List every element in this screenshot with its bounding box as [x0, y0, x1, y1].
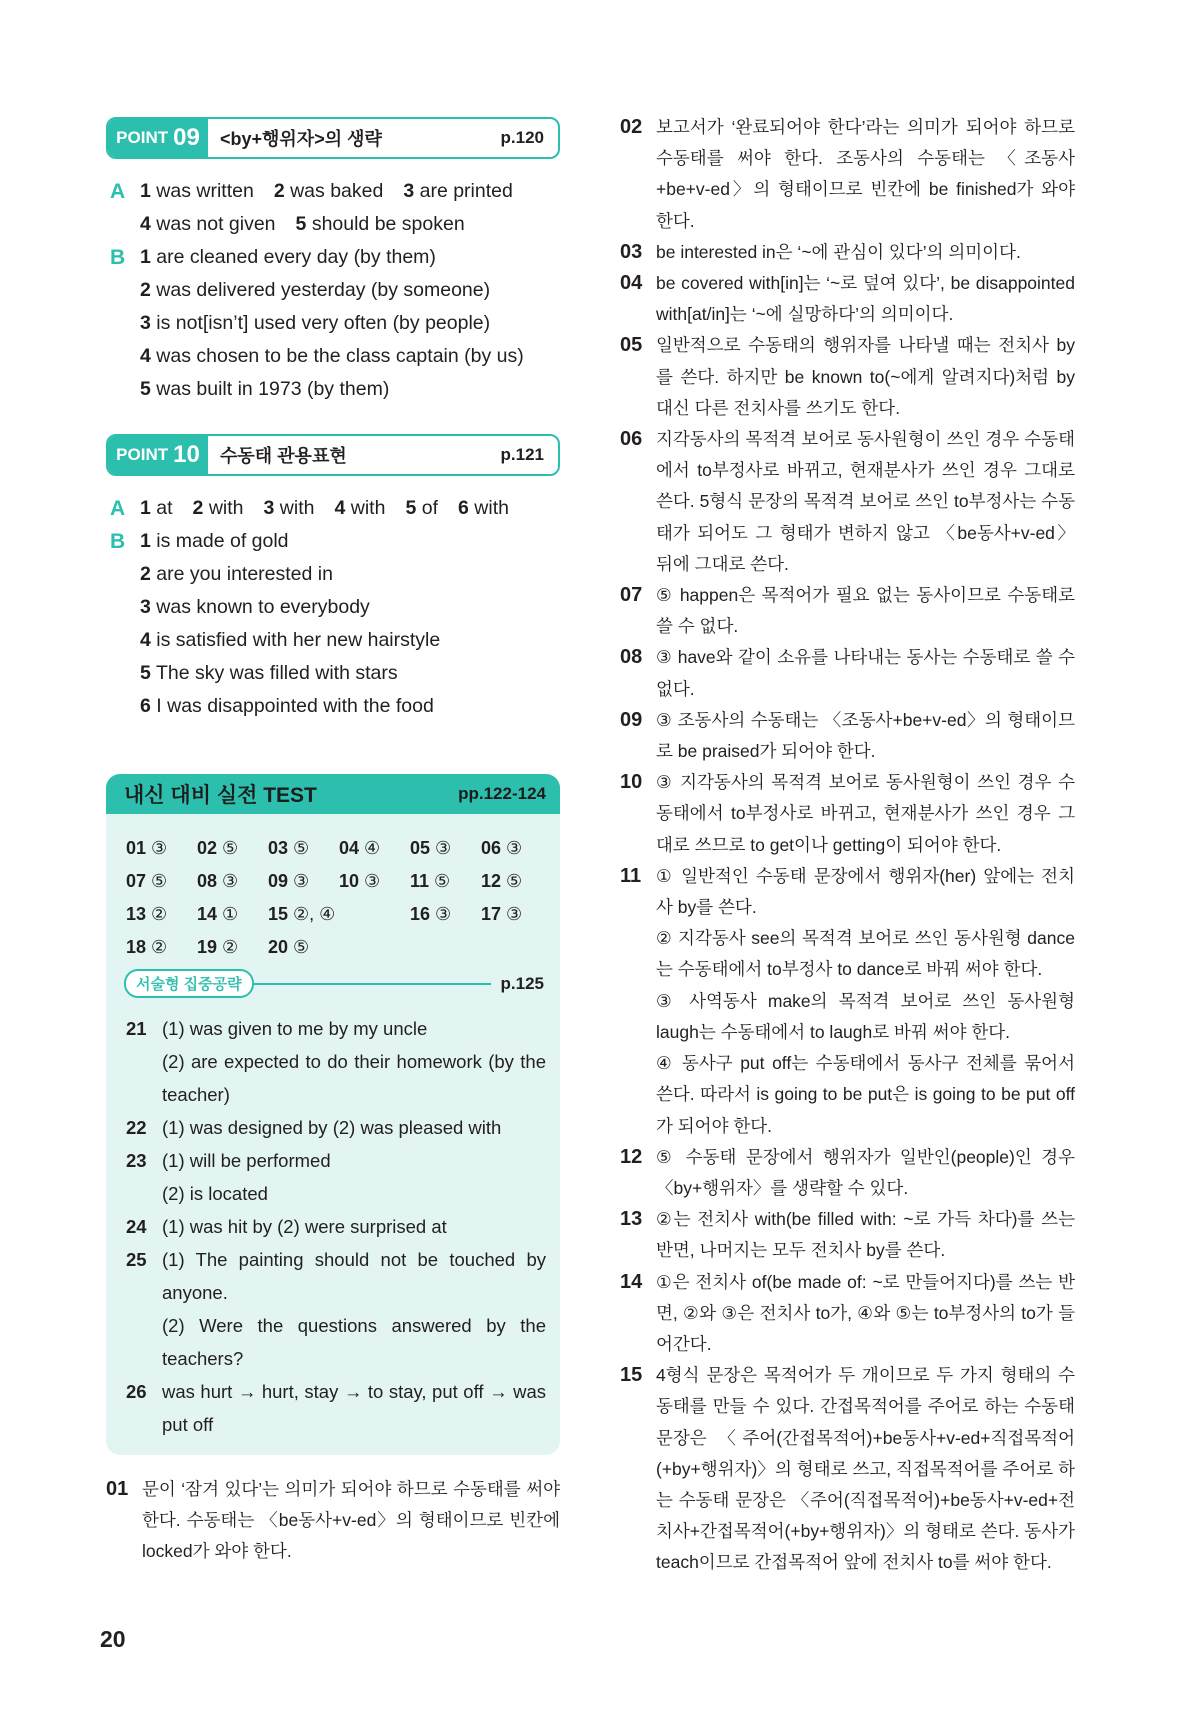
point-number: 09	[173, 124, 200, 151]
answer-cell: 19 ②	[197, 937, 239, 957]
explanation-text: 4형식 문장은 목적어가 두 개이므로 두 가지 형태의 수동태를 만들 수 있다. 간접목적어를 주어로 하는 수동태 문장은 〈주어(간접목적어)+be동사+v-ed+직접목적어(+by+행위자)〉의 형태로 쓰고, 직접목적어를 주어로 하는 수동태 문장은 〈주어(직접목적어)+be동사+v-ed+전치사+간접목적어(+by+행위자)〉의 형태로 쓴다. 동사가 teach이므로 간접목적어 앞에 전치사 to를 써야 한다.	[656, 1365, 1075, 1573]
point-title: 수동태 관용표현	[220, 446, 347, 466]
explanation-text: ③ 지각동사의 목적격 보어로 동사원형이 쓰인 경우 수동태에서 to부정사로 바뀌고, 현재분사가 쓰인 경우 그대로 쓰므로 to get이나 getting이 되어야 한다.	[656, 772, 1075, 855]
written-answer-item	[126, 1375, 546, 1441]
answer-cell: 06 ③	[481, 838, 523, 858]
question-number: 11	[620, 864, 642, 887]
question-number: 04	[620, 272, 643, 295]
answer-cell: 03 ⑤	[268, 838, 310, 858]
question-number: 09	[620, 708, 643, 731]
point-page: p.120	[500, 128, 544, 147]
test-title: 내신 대비 실전 TEST	[124, 784, 317, 807]
point-tag	[108, 436, 208, 474]
answer-item: 3 with	[263, 497, 315, 519]
written-answer-item	[126, 1243, 546, 1375]
explanation-text: 문이 ‘잠겨 있다’는 의미가 되어야 하므로 수동태를 써야 한다. 수동태는 〈be동사+v-ed〉의 형태이므로 빈칸에 locked가 와야 한다.	[142, 1479, 560, 1562]
question-number: 14	[620, 1270, 643, 1293]
question-number: 26	[126, 1381, 147, 1402]
answer-line: (1) The painting should not be touched by anyone.	[162, 1249, 546, 1303]
written-answers	[126, 1012, 546, 1441]
answer-cell: 12 ⑤	[481, 871, 523, 891]
answer-line: (1) was hit by (2) were surprised at	[162, 1216, 447, 1237]
explanation-item	[620, 268, 1075, 330]
answer-grid	[126, 832, 552, 964]
question-number: 08	[620, 646, 643, 669]
point-title: <by+행위자>의 생략	[220, 129, 382, 149]
divider	[254, 983, 491, 985]
explanation-item	[620, 642, 1075, 704]
explanation-item	[620, 1204, 1075, 1266]
answer-item: 4 with	[334, 497, 386, 519]
answer-item: 4 was not given	[140, 213, 276, 235]
answer-item: 1 is made of gold	[140, 530, 289, 552]
answer-line: (2) Were the questions answered by the teachers?	[162, 1315, 546, 1369]
question-number: 03	[620, 240, 643, 263]
explanation-text: 보고서가 ‘완료되어야 한다’라는 의미가 되어야 하므로 수동태를 써야 한다. 조동사의 수동태는 〈조동사+be+v-ed〉의 형태이므로 빈칸에 be finished가 와야 한다.	[656, 117, 1075, 231]
answer-item: 4 was chosen to be the class captain (by us)	[140, 345, 524, 367]
question-number: 24	[126, 1216, 147, 1237]
explanation-item	[620, 861, 1075, 1142]
explanation-item	[620, 705, 1075, 767]
question-number: 05	[620, 334, 643, 357]
answer-item: 2 are you interested in	[140, 563, 333, 585]
section-letter: A	[110, 497, 126, 520]
point-number: 10	[173, 441, 200, 468]
answer-line: (1) will be performed	[162, 1150, 331, 1171]
answer-item: 3 are printed	[403, 180, 513, 202]
question-number: 15	[620, 1364, 643, 1387]
answer-line: (2) is located	[162, 1183, 268, 1204]
written-answer-item	[126, 1210, 546, 1243]
explanation-item	[620, 112, 1075, 237]
answer-item: 4 is satisfied with her new hairstyle	[140, 629, 441, 651]
explanation-right	[620, 112, 1075, 1579]
explanation-item	[620, 1142, 1075, 1204]
explanation-text: be covered with[in]는 ‘~로 덮여 있다’, be disappointed with[at/in]는 ‘~에 실망하다’의 의미이다.	[656, 273, 1075, 325]
section-letter: B	[110, 246, 126, 269]
answer-cell: 01 ③	[126, 838, 168, 858]
answer-item: 2 was baked	[273, 180, 384, 202]
explanation-item	[620, 424, 1075, 580]
written-answer-item	[126, 1012, 546, 1111]
section-letter: A	[110, 180, 126, 203]
explanation-text: ② 지각동사 see의 목적격 보어로 쓰인 동사원형 dance는 수동태에서 to부정사 to dance로 바꿔 써야 한다.	[656, 928, 1075, 980]
answer-cell: 09 ③	[268, 871, 310, 891]
answer-line: (1) was given to me by my uncle	[162, 1018, 428, 1039]
explanation-item	[620, 580, 1075, 642]
explanation-text: ①은 전치사 of(be made of: ~로 만들어지다)를 쓰는 반면, ②와 ③은 전치사 to가, ④와 ⑤는 to부정사의 to가 들어간다.	[656, 1271, 1075, 1354]
explanation-text: ⑤ happen은 목적어가 필요 없는 동사이므로 수동태로 쓸 수 없다.	[656, 585, 1075, 637]
answer-row	[126, 931, 552, 964]
explanation-left	[106, 1474, 560, 1568]
question-number: 13	[620, 1208, 643, 1231]
answer-item: 1 at	[140, 497, 173, 519]
answer-item: 6 with	[458, 497, 509, 519]
answer-line: (1) was designed by (2) was pleased with	[162, 1117, 502, 1138]
point-label: POINT	[116, 445, 169, 464]
explanation-item	[620, 1267, 1075, 1361]
answer-cell: 02 ⑤	[197, 838, 239, 858]
point-10-header	[106, 434, 560, 476]
question-number: 23	[126, 1150, 147, 1171]
question-number: 02	[620, 116, 643, 138]
answer-cell: 16 ③	[410, 904, 452, 924]
answer-cell: 07 ⑤	[126, 871, 168, 891]
written-section-pill: 서술형 집중공략	[124, 969, 254, 998]
answer-row	[126, 832, 552, 865]
point-tag	[108, 119, 208, 157]
answer-item: 1 was written	[140, 180, 254, 202]
answer-cell: 15 ②, ④	[268, 904, 336, 924]
answer-cell: 10 ③	[339, 871, 381, 891]
test-header	[106, 774, 560, 814]
written-answer-item	[126, 1111, 546, 1144]
answer-cell: 04 ④	[339, 838, 381, 858]
question-number: 06	[620, 428, 643, 451]
answer-line: was hurt → hurt, stay → to stay, put off → was put off	[162, 1381, 546, 1435]
answer-item: 1 are cleaned every day (by them)	[140, 246, 436, 268]
practice-test-box	[106, 774, 560, 1455]
explanation-text: ②는 전치사 with(be filled with: ~로 가득 차다)를 쓰는 반면, 나머지는 모두 전치사 by를 쓴다.	[656, 1209, 1075, 1261]
explanation-text: ③ have와 같이 소유를 나타내는 동사는 수동태로 쓸 수 없다.	[656, 647, 1075, 699]
explanation-text: ④ 동사구 put off는 수동태에서 동사구 전체를 묶어서 쓴다. 따라서 is going to be put은 is going to be put off가 되어야 한다.	[656, 1053, 1075, 1136]
answer-cell: 18 ②	[126, 937, 168, 957]
test-page: pp.122-124	[458, 784, 546, 803]
answer-cell: 17 ③	[481, 904, 523, 924]
answer-cell: 14 ①	[197, 904, 239, 924]
point-09-answers	[110, 175, 533, 406]
answer-cell	[339, 904, 410, 925]
answer-line: (2) are expected to do their homework (by the teacher)	[162, 1051, 546, 1105]
question-number: 10	[620, 771, 643, 794]
point-10-answers	[110, 492, 529, 723]
explanation-item	[620, 767, 1075, 861]
answer-cell: 13 ②	[126, 904, 168, 924]
point-label: POINT	[116, 128, 169, 147]
point-09-header	[106, 117, 560, 159]
question-number: 22	[126, 1117, 147, 1138]
explanation-text: ③ 조동사의 수동태는 〈조동사+be+v-ed〉의 형태이므로 be praised가 되어야 한다.	[656, 709, 1075, 762]
question-number: 12	[620, 1145, 643, 1168]
answer-item: 3 was known to everybody	[140, 596, 370, 618]
question-number: 21	[126, 1018, 147, 1039]
explanation-text: 일반적으로 수동태의 행위자를 나타낼 때는 전치사 by를 쓴다. 하지만 be known to(~에게 알려지다)처럼 by 대신 다른 전치사를 쓰기도 한다.	[656, 335, 1075, 418]
question-number: 01	[106, 1478, 129, 1500]
answer-item: 6 I was disappointed with the food	[140, 695, 434, 717]
answer-row	[126, 898, 552, 931]
explanation-text: ① 일반적인 수동태 문장에서 행위자(her) 앞에는 전치사 by를 쓴다.	[656, 865, 1075, 918]
written-answer-item	[126, 1144, 546, 1210]
page-number: 20	[100, 1626, 126, 1652]
point-page: p.121	[500, 445, 544, 464]
question-number: 07	[620, 584, 643, 607]
explanation-text: 지각동사의 목적격 보어로 동사원형이 쓰인 경우 수동태에서 to부정사로 바뀌고, 현재분사가 쓰인 경우 그대로 쓴다. 5형식 문장의 목적격 보어로 쓰인 to부정사는 수동태가 되어도 그 형태가 변하지 않고 〈be동사+v-ed〉 뒤에 그대로 쓴다.	[656, 429, 1075, 574]
explanation-text: be interested in은 ‘~에 관심이 있다’의 의미이다.	[656, 241, 1021, 262]
explanation-text: ⑤ 수동태 문장에서 행위자가 일반인(people)인 경우 〈by+행위자〉를 생략할 수 있다.	[656, 1146, 1075, 1198]
answer-item: 5 was built in 1973 (by them)	[140, 378, 390, 400]
written-section-page: p.125	[500, 973, 544, 993]
explanation-item	[620, 1360, 1075, 1578]
answer-item: 2 was delivered yesterday (by someone)	[140, 279, 491, 301]
written-section-header	[124, 969, 544, 998]
answer-item: 2 with	[192, 497, 244, 519]
section-letter: B	[110, 530, 126, 553]
answer-cell: 20 ⑤	[268, 937, 310, 957]
explanation-item	[620, 237, 1075, 268]
answer-cell: 05 ③	[410, 838, 452, 858]
explanation-item	[106, 1474, 560, 1568]
answer-cell: 08 ③	[197, 871, 239, 891]
answer-item: 3 is not[isn’t] used very often (by people)	[140, 312, 491, 334]
answer-item: 5 The sky was filled with stars	[140, 662, 398, 684]
answer-cell: 11 ⑤	[410, 871, 451, 891]
answer-item: 5 should be spoken	[295, 213, 465, 235]
answer-item: 5 of	[405, 497, 438, 519]
question-number: 25	[126, 1249, 147, 1270]
explanation-item	[620, 330, 1075, 424]
explanation-text: ③ 사역동사 make의 목적격 보어로 쓰인 동사원형 laugh는 수동태에서 to laugh로 바꿔 써야 한다.	[656, 990, 1075, 1042]
answer-row	[126, 865, 552, 898]
